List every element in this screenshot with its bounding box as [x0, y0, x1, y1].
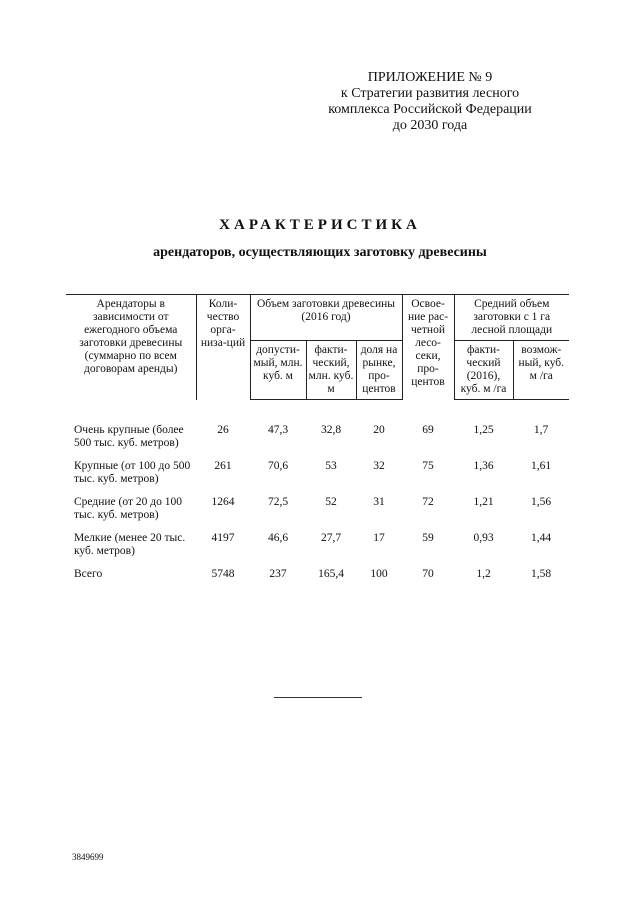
header-count: Коли-чество орга-низа-ций	[196, 295, 250, 400]
row-share: 20	[373, 424, 385, 436]
row-count: 5748	[211, 567, 235, 580]
row-actual: 32,8	[320, 424, 342, 436]
row-avg-actual: 0,93	[473, 531, 494, 544]
row-avg-possible: 1,7	[533, 424, 549, 436]
row-name: Очень крупные (более 500 тыс. куб. метров)	[74, 423, 184, 449]
row-name: Средние (от 20 до 100 тыс. куб. метров)	[74, 495, 182, 521]
appendix-number: ПРИЛОЖЕНИЕ № 9	[367, 70, 493, 85]
row-avg-actual: 1,21	[473, 495, 494, 508]
header-avg-volume: Средний объем заготовки с 1 га лесной площади	[454, 295, 569, 341]
row-avg-possible: 1,58	[530, 567, 552, 580]
document-number: 3849699	[72, 852, 104, 862]
row-share: 17	[373, 531, 385, 544]
row-actual: 52	[325, 495, 337, 508]
row-actual: 27,7	[320, 531, 342, 544]
table-row	[66, 496, 569, 532]
row-allowed: 72,5	[267, 495, 289, 508]
header-share: доля на рынке, про-центов	[356, 341, 402, 400]
row-share: 32	[373, 459, 385, 472]
separator-line	[274, 697, 362, 698]
table-row	[66, 568, 569, 591]
row-avg-actual: 1,25	[473, 424, 494, 436]
document-title: ХАРАКТЕРИСТИКА	[219, 217, 421, 233]
header-tenants: Арендаторы в зависимости от ежегодного объема заготовки древесины (суммарно по всем договорам аренды)	[66, 295, 196, 400]
row-actual: 165,4	[318, 567, 344, 580]
row-name: Всего	[74, 567, 103, 580]
row-allowed: 237	[269, 567, 287, 580]
row-development: 59	[422, 531, 434, 544]
row-avg-possible: 1,61	[530, 459, 552, 472]
row-avg-possible: 1,44	[530, 531, 552, 544]
row-allowed: 46,6	[267, 531, 289, 544]
table-row	[66, 460, 569, 496]
row-avg-actual: 1,36	[473, 459, 494, 472]
header-allowed: допусти-мый, млн. куб. м	[250, 341, 306, 400]
header-avg-possible: возмож-ный, куб. м /га	[513, 341, 569, 400]
row-count: 26	[217, 423, 229, 436]
appendix-line-4: до 2030 года	[392, 118, 468, 133]
row-share: 100	[370, 567, 388, 580]
row-name: Крупные (от 100 до 500 тыс. куб. метров)	[74, 459, 191, 485]
row-development: 72	[422, 495, 434, 508]
appendix-block	[300, 70, 560, 134]
table-row	[66, 532, 569, 568]
row-development: 70	[422, 567, 434, 580]
header-volume: Объем заготовки древесины (2016 год)	[250, 295, 402, 341]
row-development: 69	[422, 423, 434, 436]
header-actual: факти-ческий, млн. куб. м	[306, 341, 356, 400]
row-allowed: 70,6	[267, 459, 289, 472]
row-count: 1264	[211, 495, 235, 508]
header-avg-actual: факти-ческий (2016), куб. м /га	[454, 341, 513, 400]
row-avg-possible: 1,56	[530, 495, 552, 508]
row-share: 31	[373, 495, 385, 508]
document-subtitle: арендаторов, осуществляющих заготовку древесины	[153, 245, 487, 260]
table-row	[66, 400, 569, 460]
header-development: Освое-ние рас-четной лесо-секи, про-центов	[402, 295, 454, 400]
row-name: Мелкие (менее 20 тыс. куб. метров)	[74, 531, 186, 557]
tenants-table	[66, 294, 569, 591]
row-avg-actual: 1,2	[476, 567, 491, 580]
row-count: 4197	[211, 531, 235, 544]
row-development: 75	[422, 459, 434, 472]
appendix-line-3: комплекса Российской Федерации	[328, 102, 532, 117]
row-actual: 53	[325, 459, 337, 472]
row-count: 261	[214, 459, 232, 472]
appendix-line-2: к Стратегии развития лесного	[340, 86, 520, 101]
row-allowed: 47,3	[267, 424, 289, 436]
